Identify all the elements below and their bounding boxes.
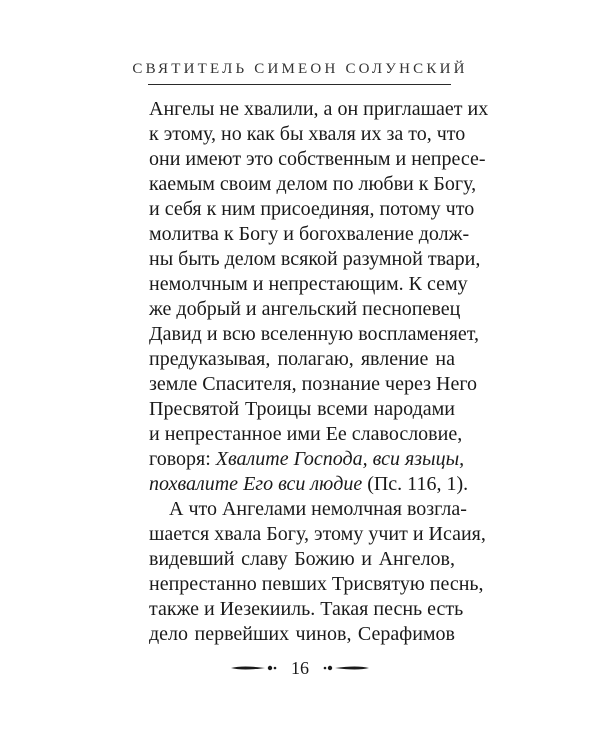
text-line: А что Ангелами немолчная возгла- [169, 498, 467, 520]
text-line: к этому, но как бы хваля их за то, что [149, 123, 466, 145]
text-line: видевший славу Божию и Ангелов, [149, 548, 455, 570]
text-line: же добрый и ангельский песнопевец [149, 298, 461, 320]
text-line: шается хвала Богу, этому учит и Исаия, [149, 523, 486, 545]
text-line: непрестанно певших Трисвятую песнь, [149, 573, 484, 595]
quote-line [149, 447, 465, 472]
ornament-right-icon [323, 664, 369, 672]
page-number: 16 [291, 657, 309, 678]
text-line: они имеют это собственным и непресе- [149, 148, 486, 170]
text-line: Пресвятой Троицы всеми народами [149, 398, 455, 420]
text-line: дело первейших чинов, Серафимов [149, 623, 455, 645]
text-line: Давид и всю вселенную воспламеняет, [149, 323, 480, 345]
scripture-quote: Хвалите Господа, вси языцы, [215, 448, 465, 470]
text-line: и себя к ним присоединяя, потому что [149, 198, 475, 220]
text-line: Ангелы не хвалили, а он приглашает их [149, 98, 489, 120]
text-line: и непрестанное ими Ее славословие, [149, 423, 463, 445]
running-head: СВЯТИТЕЛЬ СИМЕОН СОЛУНСКИЙ [132, 61, 468, 77]
scripture-quote: похвалите Его вси людие [149, 473, 363, 495]
header-rule [148, 84, 451, 85]
text-line: каемым своим делом по любви к Богу, [149, 173, 477, 195]
body-text [149, 97, 489, 647]
text-line: немолчным и непрестающим. К сему [149, 273, 468, 295]
text-line: молитва к Богу и богохваление долж- [149, 223, 470, 245]
page-footer [0, 655, 600, 679]
ornament-left-icon [231, 664, 277, 672]
text-line: предуказывая, полагаю, явление на [149, 348, 455, 370]
text-line: земле Спасителя, познание через Него [149, 373, 478, 395]
scripture-reference: (Пс. 116, 1). [362, 473, 469, 495]
quote-lead-text: говоря: [149, 448, 216, 470]
text-line: также и Иезекииль. Такая песнь есть [149, 598, 464, 620]
quote-line [149, 472, 469, 497]
text-line: ны быть делом всякой разумной твари, [149, 248, 481, 270]
